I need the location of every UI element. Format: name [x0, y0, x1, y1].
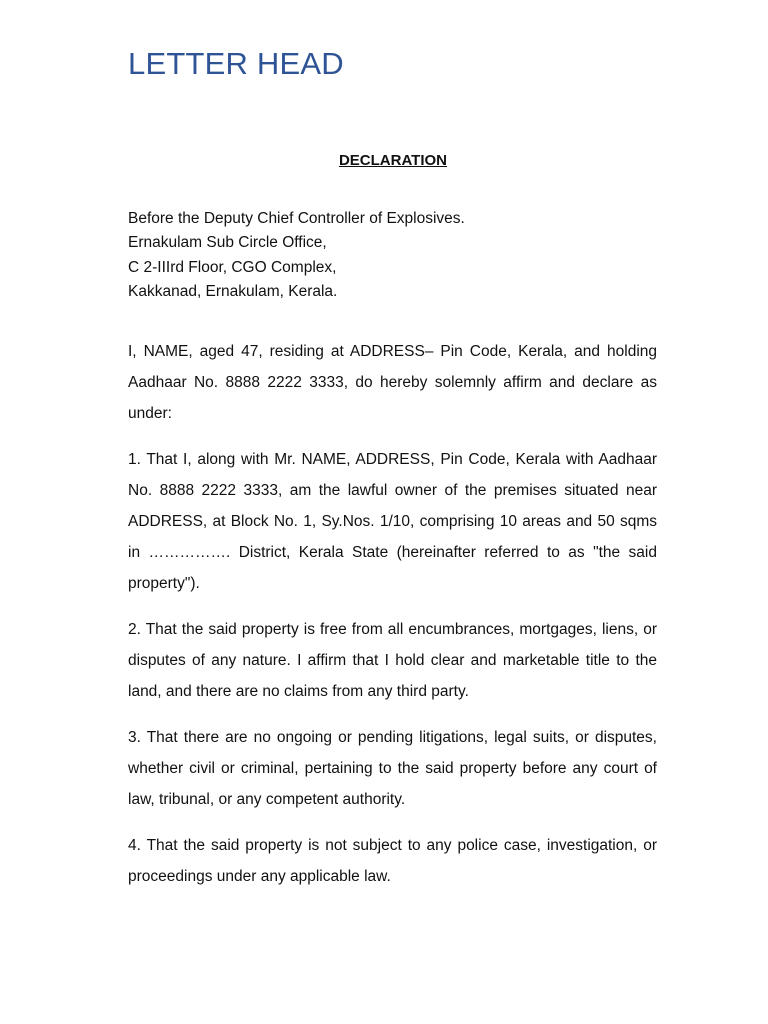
addressee-block [128, 207, 668, 304]
address-line: Before the Deputy Chief Controller of Explosives. [128, 210, 465, 227]
intro-paragraph: I, NAME, aged 47, residing at ADDRESS– Pin Code, Kerala, and holding Aadhaar No. 8888 2222 3333, do hereby solemnly affirm and declare as under: [128, 343, 657, 422]
letterhead: LETTER HEAD [128, 46, 344, 81]
declaration-body [128, 336, 657, 907]
declaration-title: DECLARATION [338, 152, 448, 169]
clause-2-paragraph: 2. That the said property is free from all encumbrances, mortgages, liens, or disputes of any nature. I affirm that I hold clear and marketable title to the land, and there are no claims from any third party. [128, 621, 657, 700]
clause-3-paragraph: 3. That there are no ongoing or pending litigations, legal suits, or disputes, whether civil or criminal, pertaining to the said property before any court of law, tribunal, or any competent authority. [128, 729, 657, 808]
clause-1-paragraph: 1. That I, along with Mr. NAME, ADDRESS, Pin Code, Kerala with Aadhaar No. 8888 2222 3333, am the lawful owner of the premises situated near ADDRESS, at Block No. 1, Sy.Nos. 1/10, comprising 10 areas and 50 sqms in ……………. District, Kerala State (hereinafter referred to as "the said property"). [128, 451, 657, 592]
clause-4-paragraph: 4. That the said property is not subject to any police case, investigation, or proceedings under any applicable law. [128, 837, 657, 885]
address-line: Kakkanad, Ernakulam, Kerala. [128, 282, 338, 300]
address-line: C 2-IIIrd Floor, CGO Complex, [128, 258, 337, 276]
address-line: Ernakulam Sub Circle Office, [128, 234, 327, 252]
